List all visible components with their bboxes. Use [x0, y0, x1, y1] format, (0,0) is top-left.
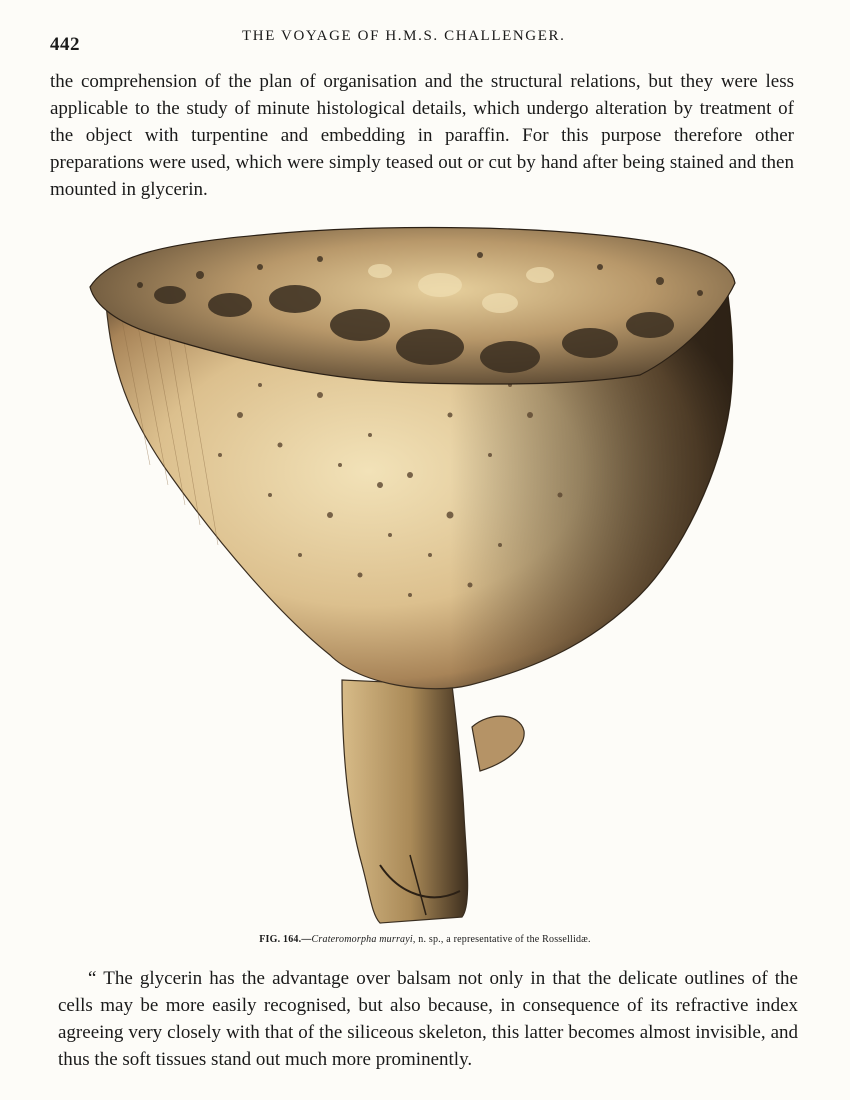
paragraph-bottom: “ The glycerin has the advantage over balsam not only in that the delicate outlines of the cells may be more easily recognised, but also because, in consequence of its refractive index agreeing very closely with that of the siliceous skeleton, this latter becomes almost invisible, and thus the soft tissues stand out much more prominently. [58, 968, 798, 1070]
figure-caption [0, 934, 850, 945]
running-title: THE VOYAGE OF H.M.S. CHALLENGER. [242, 28, 566, 44]
page-number: 442 [50, 34, 80, 55]
sponge-stalk [342, 680, 524, 923]
figure-description: , n. sp., a representative of the Rossellidæ. [412, 934, 591, 945]
figure-label: FIG. 164.— [259, 934, 312, 945]
sponge-illustration [80, 215, 750, 935]
figure-species: Crateromorpha murrayi [311, 934, 413, 945]
running-head [0, 22, 850, 55]
paragraph-top: the comprehension of the plan of organisation and the structural relations, but they were less applicable to the study of minute histological details, which undergo alteration by treatment of the object with turpentine and embedding in paraffin. For this purpose therefore other preparations were used, which were simply teased out or cut by hand after being stained and then mounted in glycerin. [50, 71, 794, 200]
